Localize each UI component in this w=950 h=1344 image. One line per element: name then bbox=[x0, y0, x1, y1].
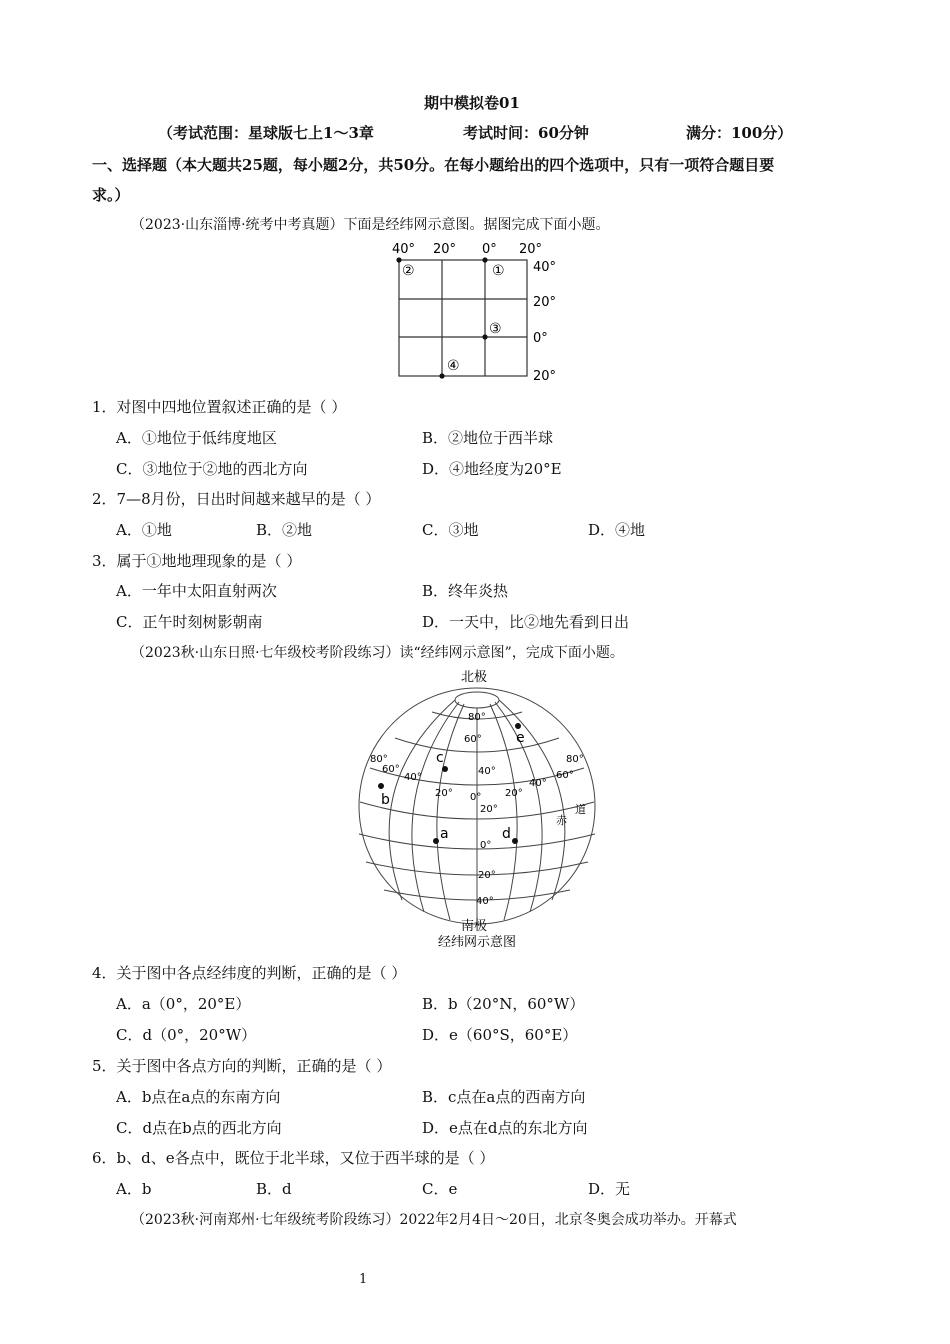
top-label-40: 40° bbox=[392, 242, 416, 257]
point-4-dot bbox=[439, 373, 444, 378]
top-label-20w: 20° bbox=[433, 242, 457, 257]
q4-option-a: A．a（0°，20°E） bbox=[116, 995, 251, 1013]
point-3-label: ③ bbox=[489, 321, 502, 337]
q5-option-c: C．d点在b点的西北方向 bbox=[116, 1119, 282, 1137]
lon-label-60w: 60° bbox=[382, 764, 400, 775]
right-label-40: 40° bbox=[533, 260, 557, 275]
graticule-grid-figure bbox=[388, 236, 568, 384]
q6-option-b: B．d bbox=[256, 1180, 292, 1198]
point-4-label: ④ bbox=[447, 358, 460, 374]
q6-option-a: A．b bbox=[116, 1180, 152, 1198]
point-2-dot bbox=[396, 257, 401, 262]
lon-label-0: 0° bbox=[470, 792, 482, 803]
lat-label-20s: 20° bbox=[478, 870, 496, 881]
q3-option-c: C．正午时刻树影朝南 bbox=[116, 613, 263, 631]
q4-option-b: B．b（20°N，60°W） bbox=[422, 995, 585, 1013]
lon-label-20w: 20° bbox=[435, 788, 453, 799]
q2-option-a: A．①地 bbox=[116, 521, 172, 539]
q4-option-d: D．e（60°S，60°E） bbox=[422, 1026, 578, 1044]
point-a-dot bbox=[433, 838, 439, 844]
point-c-label: c bbox=[436, 750, 444, 766]
q2-option-b: B．②地 bbox=[256, 521, 313, 539]
point-d-label: d bbox=[502, 826, 511, 842]
group2-source: （2023秋·山东日照·七年级校考阶段练习）读“经纬网示意图”，完成下面小题。 bbox=[131, 645, 624, 661]
lat-label-40s: 40° bbox=[476, 896, 494, 907]
lat-label-20n: 20° bbox=[480, 804, 498, 815]
south-pole-label: 南极 bbox=[461, 919, 488, 934]
q6-option-c: C．e bbox=[422, 1180, 458, 1198]
point-2-label: ② bbox=[402, 263, 415, 279]
lon-label-80w: 80° bbox=[370, 754, 388, 765]
right-label-0: 0° bbox=[533, 331, 548, 346]
point-c-dot bbox=[442, 766, 448, 772]
point-b-label: b bbox=[381, 792, 390, 808]
point-3-dot bbox=[482, 334, 487, 339]
question-4-stem: 4．关于图中各点经纬度的判断，正确的是（ ） bbox=[92, 964, 407, 982]
lon-label-20e: 20° bbox=[505, 788, 523, 799]
q5-option-b: B．c点在a点的西南方向 bbox=[422, 1088, 586, 1106]
right-label-20s: 20° bbox=[533, 369, 557, 384]
q3-option-a: A．一年中太阳直射两次 bbox=[116, 582, 277, 600]
q4-option-c: C．d（0°，20°W） bbox=[116, 1026, 257, 1044]
equator-char-1: 赤 bbox=[556, 814, 567, 827]
question-2-stem: 2．7—8月份，日出时间越来越早的是（ ） bbox=[92, 490, 381, 508]
q2-option-c: C．③地 bbox=[422, 521, 479, 539]
q1-option-a: A．①地位于低纬度地区 bbox=[116, 429, 277, 447]
exam-score: 满分：100分） bbox=[686, 124, 793, 142]
q1-option-d: D．④地经度为20°E bbox=[422, 460, 562, 478]
question-1-stem: 1．对图中四地位置叙述正确的是（ ） bbox=[92, 398, 347, 416]
grid-lines bbox=[399, 260, 527, 376]
section-heading: 一、选择题（本大题共25题，每小题2分，共50分。在每小题给出的四个选项中，只有一项符合题目要 bbox=[92, 156, 775, 174]
point-1-dot bbox=[482, 257, 487, 262]
point-b-dot bbox=[378, 783, 384, 789]
equator-char-2: 道 bbox=[575, 803, 586, 816]
globe-lines bbox=[359, 688, 595, 924]
question-6-stem: 6．b、d、e各点中，既位于北半球，又位于西半球的是（ ） bbox=[92, 1149, 495, 1167]
question-5-stem: 5．关于图中各点方向的判断，正确的是（ ） bbox=[92, 1057, 392, 1075]
q3-option-d: D．一天中，比②地先看到日出 bbox=[422, 613, 630, 631]
exam-scope: （考试范围：星球版七上1～3章 bbox=[158, 124, 374, 142]
q3-option-b: B．终年炎热 bbox=[422, 582, 509, 600]
lat-label-80: 80° bbox=[468, 712, 486, 723]
lon-label-80e: 80° bbox=[566, 754, 584, 765]
globe-graticule-figure bbox=[340, 664, 620, 952]
lat-label-60: 60° bbox=[464, 734, 482, 745]
lon-label-40e: 40° bbox=[529, 778, 547, 789]
point-e-label: e bbox=[516, 730, 525, 746]
page-title: 期中模拟卷01 bbox=[424, 94, 520, 112]
q5-option-a: A．b点在a点的东南方向 bbox=[116, 1088, 281, 1106]
section-heading-cont: 求。） bbox=[92, 186, 130, 204]
north-pole-label: 北极 bbox=[461, 670, 488, 685]
figure-caption: 经纬网示意图 bbox=[438, 935, 517, 950]
group1-source: （2023·山东淄博·统考中考真题）下面是经纬网示意图。据图完成下面小题。 bbox=[131, 217, 610, 233]
q5-option-d: D．e点在d点的东北方向 bbox=[422, 1119, 588, 1137]
top-label-20e: 20° bbox=[519, 242, 543, 257]
q1-option-b: B．②地位于西半球 bbox=[422, 429, 554, 447]
right-label-20n: 20° bbox=[533, 295, 557, 310]
q6-option-d: D．无 bbox=[588, 1180, 631, 1198]
lat-label-40n: 40° bbox=[478, 766, 496, 777]
point-1-label: ① bbox=[492, 263, 505, 279]
exam-time: 考试时间：60分钟 bbox=[463, 124, 589, 142]
lat-label-0: 0° bbox=[480, 840, 492, 851]
q1-option-c: C．③地位于②地的西北方向 bbox=[116, 460, 308, 478]
question-3-stem: 3．属于①地地理现象的是（ ） bbox=[92, 552, 302, 570]
page-number: 1 bbox=[359, 1272, 368, 1287]
lon-label-40w: 40° bbox=[404, 772, 422, 783]
point-e-dot bbox=[515, 723, 521, 729]
point-d-dot bbox=[512, 838, 518, 844]
group3-source: （2023秋·河南郑州·七年级统考阶段练习）2022年2月4日～20日，北京冬奥会成功举办。开幕式 bbox=[131, 1212, 737, 1228]
q2-option-d: D．④地 bbox=[588, 521, 646, 539]
point-a-label: a bbox=[440, 826, 449, 842]
lon-label-60e: 60° bbox=[556, 770, 574, 781]
top-label-0: 0° bbox=[482, 242, 497, 257]
